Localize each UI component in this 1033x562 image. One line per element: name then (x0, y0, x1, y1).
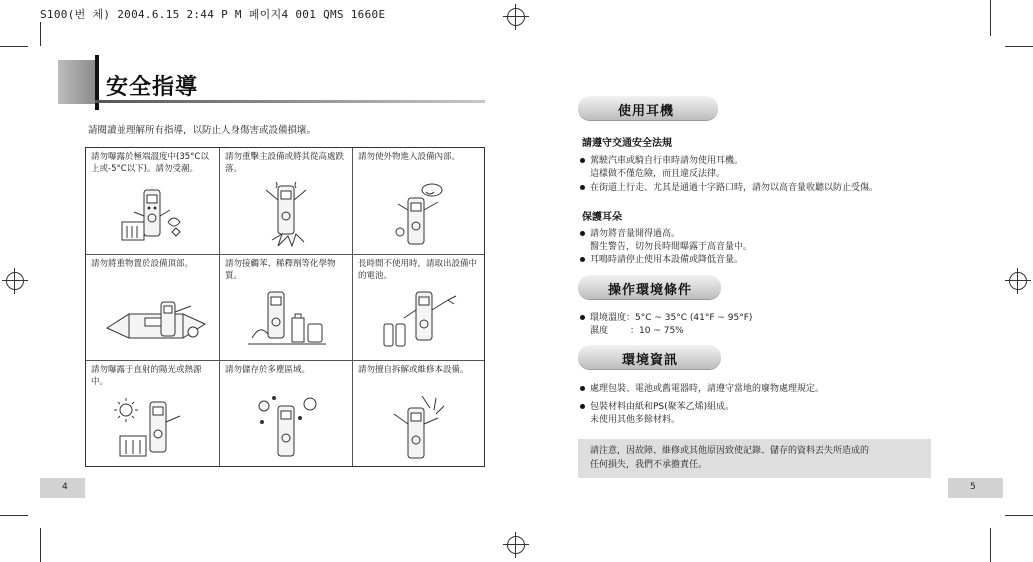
warning-text: 請勿曝露于直射的陽光或熱源中。 (91, 365, 202, 387)
crop-mark (0, 515, 28, 516)
warning-text: 請勿接觸苯、稀釋劑等化學物質。 (225, 259, 336, 281)
traffic-item-1-cont: 這樣做不僅危險，而且違反法律。 (590, 169, 726, 179)
warning-text: 長時間不使用時，請取出設備中的電池。 (358, 259, 478, 281)
humidity-line (590, 323, 684, 336)
registration-mark-icon (503, 532, 529, 558)
warning-text: 請勿重擊主設備或將其從高處跌落。 (225, 152, 345, 174)
ear-heading: 保護耳朵 (582, 212, 622, 223)
page-title: 安全指導 (106, 75, 199, 100)
title-decoration (58, 60, 96, 104)
player-foreign-object-illustration (388, 180, 452, 250)
crop-mark (990, 528, 991, 562)
safety-warnings-grid (85, 147, 485, 467)
registration-mark-icon (2, 268, 28, 294)
registration-mark-icon (1005, 268, 1031, 294)
page-number-right (948, 478, 1003, 498)
crop-mark (1005, 515, 1033, 516)
traffic-heading: 請遵守交通安全法規 (582, 138, 672, 149)
player-cold-hot-illustration (114, 186, 194, 248)
crop-mark (40, 22, 41, 46)
bullet-icon (580, 231, 585, 236)
humidity-value: ：10 ~ 75% (630, 326, 684, 336)
player-dust-illustration (254, 392, 324, 462)
player-chemicals-illustration (246, 288, 330, 352)
player-disassembly-illustration (386, 392, 456, 462)
ear-item-2: 耳鳴時請停止使用本設備或降低音量。 (580, 252, 743, 265)
warning-text: 請勿將重物置於設備頂部。 (91, 259, 194, 269)
warning-text: 請勿儲存於多塵區域。 (225, 365, 311, 375)
section-title-env-info: 環境資訊 (622, 353, 679, 368)
title-underline (95, 100, 485, 103)
page-number-left (40, 478, 85, 498)
player-heavy-object-illustration (101, 288, 209, 352)
temperature-line: 環境溫度：5°C ~ 35°C (41°F ~ 95°F) (580, 310, 752, 323)
page-number: 5 (970, 482, 976, 492)
crop-mark (1005, 46, 1033, 47)
bullet-icon (580, 185, 585, 190)
page-number: 4 (62, 482, 68, 492)
crop-mark (990, 0, 991, 36)
section-title-earphones: 使用耳機 (618, 104, 675, 119)
ear-item-1-cont: 醫生警告，切勿長時間曝露于高音量中。 (590, 242, 753, 252)
crop-mark (40, 528, 41, 562)
bullet-icon (580, 257, 585, 262)
player-sunlight-illustration (114, 396, 198, 462)
warning-text: 請勿曝露於極端溫度中(35°C以上或-5°C以下)。請勿受潮。 (91, 152, 209, 174)
crop-mark (0, 46, 28, 47)
env-info-item-2: 包裝材料由紙和PS(聚苯乙烯)組成。 (580, 399, 734, 412)
humidity-label: 濕度 (590, 326, 609, 336)
traffic-item-1: 駕駛汽車或騎自行車時請勿使用耳機。 (580, 153, 743, 166)
section-title-environment: 操作環境條件 (608, 283, 693, 298)
env-info-item-1: 處理包裝、電池或舊電器時，請遵守當地的廢物處理規定。 (580, 381, 824, 394)
warning-text: 請勿擅自拆解或維修本設備。 (358, 365, 469, 375)
warning-text: 請勿使外物進入設備內部。 (358, 152, 461, 162)
bullet-icon (580, 315, 585, 320)
print-header: S100(번 체) 2004.6.15 2:44 P M 페이지4 001 QMS 1660E (40, 8, 386, 21)
player-dropping-illustration (254, 180, 318, 250)
bullet-icon (580, 158, 585, 163)
intro-text: 請閱讀並理解所有指導，以防止人身傷害或設備損壞。 (88, 125, 317, 136)
bullet-icon (580, 404, 585, 409)
bullet-icon (580, 386, 585, 391)
env-info-item-2-cont: 未使用其他多餘材料。 (590, 415, 681, 425)
traffic-item-2: 在街道上行走、尤其是通過十字路口時，請勿以高音量收聽以防止受傷。 (580, 180, 878, 193)
ear-item-1: 請勿將音量開得過高。 (580, 226, 680, 239)
player-battery-illustration (376, 288, 466, 352)
registration-mark-icon (503, 4, 529, 30)
disclaimer-text: 請注意，因故障、維修或其他原因致使記錄、儲存的資料丟失所造成的 任何損失，我們不承擔責任。 (590, 446, 870, 470)
